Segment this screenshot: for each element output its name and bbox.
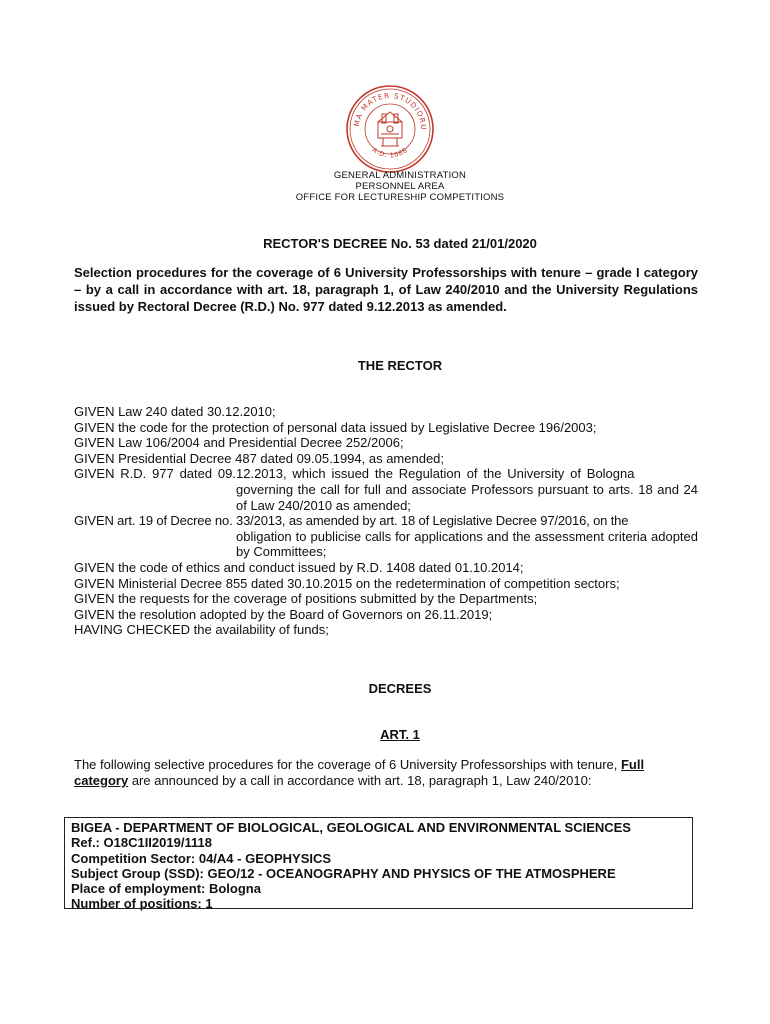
decree-title: RECTOR'S DECREE No. 53 dated 21/01/2020 — [263, 236, 537, 251]
reference-line: Ref.: O18C1II2019/1118 — [71, 835, 212, 851]
intro-text: The following selective procedures for the coverage of 6 University Professorships with tenure, — [74, 757, 621, 772]
department-line: BIGEA - DEPARTMENT OF BIOLOGICAL, GEOLOGICAL AND ENVIRONMENTAL SCIENCES — [71, 820, 631, 835]
admin-line: PERSONNEL AREA — [355, 181, 445, 192]
given-item: GIVEN art. 19 of Decree no. 33/2013, as amended by art. 18 of Legislative Decree 97/2016, on the — [74, 513, 629, 529]
givens-list — [74, 404, 698, 638]
given-item: GIVEN the resolution adopted by the Board of Governors on 26.11.2019; — [74, 606, 493, 622]
given-item-continuation: obligation to publicise calls for applications and the assessment criteria adopted by Committees; — [236, 528, 698, 560]
given-item: GIVEN Presidential Decree 487 dated 09.05.1994, as amended; — [74, 450, 445, 466]
given-item: GIVEN R.D. 977 dated 09.12.2013, which issued the Regulation of the University of Bologna — [74, 466, 635, 482]
admin-line: OFFICE FOR LECTURESHIP COMPETITIONS — [295, 192, 505, 203]
rector-heading: THE RECTOR — [357, 358, 443, 373]
given-item-continuation: governing the call for full and associate Professors pursuant to arts. 18 and 24 of Law 240/2010 as amended; — [236, 481, 698, 513]
full-category-text: Full category — [74, 757, 645, 788]
decree-subject: Selection procedures for the coverage of 6 University Professorships with tenure – grade I category – by a call in accordance with art. 18, paragraph 1, of Law 240/2010 and the University Regulations issued by Rectoral Decree (R.D.) No. 977 dated 9.12.2013 as amended. — [74, 265, 698, 314]
given-item: GIVEN the requests for the coverage of positions submitted by the Departments; — [74, 591, 538, 607]
given-item: GIVEN Ministerial Decree 855 dated 30.10.2015 on the redetermination of competition sectors; — [74, 575, 620, 591]
given-item: GIVEN Law 106/2004 and Presidential Decree 252/2006; — [74, 435, 404, 451]
seal-year: A.D. 1088 — [370, 145, 410, 160]
seal-text: MA MATER STUDIORU — [351, 90, 429, 131]
art1-heading: ART. 1 — [380, 727, 420, 742]
position-box — [64, 817, 693, 912]
university-seal-logo — [345, 84, 435, 174]
given-item: GIVEN the code for the protection of personal data issued by Legislative Decree 196/2003; — [74, 419, 597, 435]
admin-line: GENERAL ADMINISTRATION — [333, 170, 467, 181]
given-item: GIVEN Law 240 dated 30.12.2010; — [74, 404, 276, 419]
intro-paragraph — [74, 757, 698, 789]
art1-heading-wrap — [0, 727, 770, 742]
svg-text:ALMA MATER STUDIORUM — [345, 84, 428, 131]
intro-text-end: are announced by a call in accordance with art. 18, paragraph 1, Law 240/2010: — [128, 773, 592, 788]
place-of-employment-line: Place of employment: Bologna — [71, 881, 261, 897]
given-item: GIVEN the code of ethics and conduct issued by R.D. 1408 dated 01.10.2014; — [74, 559, 524, 575]
subject-group-line: Subject Group (SSD): GEO/12 - OCEANOGRAPHY AND PHYSICS OF THE ATMOSPHERE — [71, 865, 616, 881]
svg-text:A.D. 1088 — [371, 146, 410, 160]
decrees-heading: DECREES — [368, 681, 432, 696]
given-item: HAVING CHECKED the availability of funds; — [74, 622, 329, 638]
number-of-positions-line: Number of positions: 1 — [71, 896, 213, 912]
competition-sector-line: Competition Sector: 04/A4 - GEOPHYSICS — [71, 850, 332, 866]
